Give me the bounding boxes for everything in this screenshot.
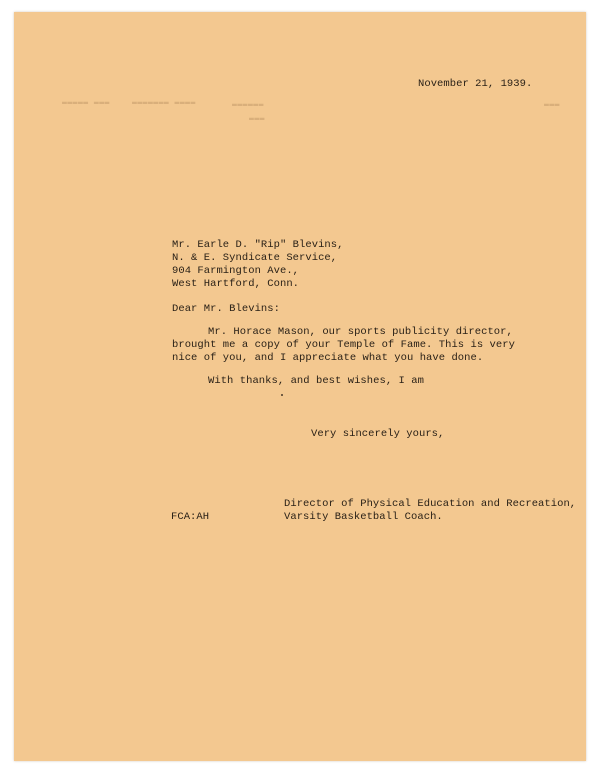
show-through-mark: ▬▬▬: [544, 100, 560, 109]
letter-page: [14, 12, 586, 761]
complimentary-close: Very sincerely yours,: [311, 428, 445, 440]
address-line: N. & E. Syndicate Service,: [172, 252, 338, 264]
signature-title: Director of Physical Education and Recreation,: [284, 498, 577, 510]
address-line: Mr. Earle D. "Rip" Blevins,: [172, 239, 344, 251]
closing-paragraph: With thanks, and best wishes, I am: [208, 375, 424, 387]
body-line: brought me a copy of your Temple of Fame. This is very: [172, 339, 515, 351]
address-line: 904 Farmington Ave.,: [172, 265, 300, 277]
show-through-mark: ▬▬▬▬▬ ▬▬▬: [62, 98, 110, 107]
show-through-mark: ▬▬▬▬▬▬: [232, 100, 264, 109]
address-line: West Hartford, Conn.: [172, 278, 300, 290]
show-through-mark: ▬▬▬▬▬▬▬ ▬▬▬▬: [132, 98, 196, 107]
ink-speck: [281, 394, 283, 396]
salutation: Dear Mr. Blevins:: [172, 303, 280, 315]
signature-title: Varsity Basketball Coach.: [284, 511, 443, 523]
body-line: Mr. Horace Mason, our sports publicity director,: [208, 326, 513, 338]
body-line: nice of you, and I appreciate what you have done.: [172, 352, 484, 364]
letter-date: November 21, 1939.: [418, 78, 533, 90]
reference-initials: FCA:AH: [171, 511, 210, 523]
show-through-mark: ▬▬▬: [249, 114, 265, 123]
